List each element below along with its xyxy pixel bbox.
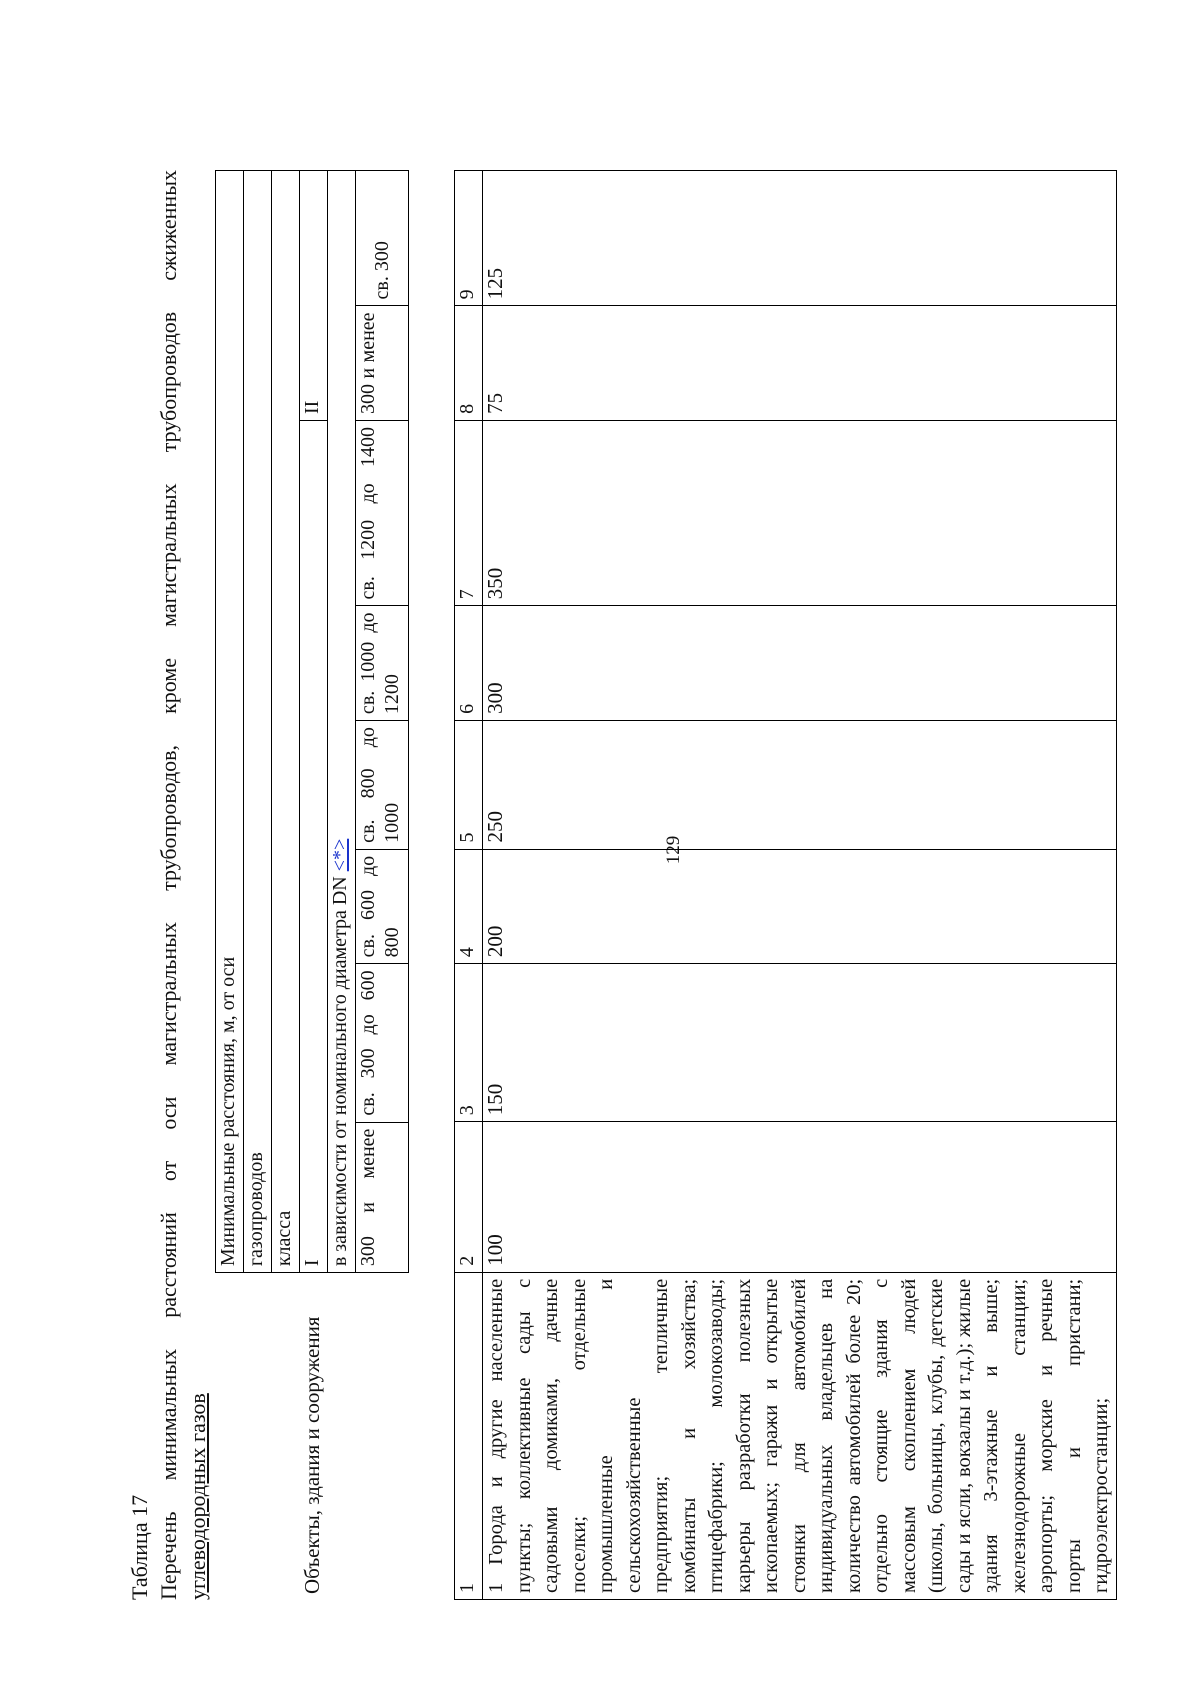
diameter-5: св. 1000 до 1200 (356, 606, 409, 721)
table-label: Таблица 17 (127, 1494, 152, 1600)
column-index: 6 (455, 606, 483, 721)
column-index: 5 (455, 720, 483, 849)
row-value: 150 (483, 964, 1117, 1122)
table-caption (125, 170, 212, 1600)
dn-footnote-link[interactable]: <*> (329, 838, 351, 872)
diameter-7: 300 и менее (356, 306, 409, 421)
rotated-page-content (125, 150, 1112, 1600)
diameter-8: св. 300 (356, 171, 409, 306)
row-value: 125 (483, 171, 1117, 306)
table-description-continued: углеводородных газов (185, 1393, 210, 1600)
objects-header: Объекты, здания и сооружения (216, 1273, 409, 1600)
row-value: 200 (483, 849, 1117, 964)
column-index: 1 (455, 1272, 483, 1599)
column-index: 7 (455, 420, 483, 605)
table-row (483, 171, 1117, 1600)
column-index: 4 (455, 849, 483, 964)
diameter-6: св. 1200 до 1400 (356, 421, 409, 606)
class-header: класса (272, 171, 300, 1273)
header-table (215, 170, 409, 1600)
diameter-1: 300 и менее (356, 1122, 409, 1273)
row-value: 350 (483, 420, 1117, 605)
dn-header-text: в зависимости от номинального диаметра DN (329, 871, 351, 1267)
column-index: 3 (455, 964, 483, 1122)
diameter-2: св. 300 до 600 (356, 964, 409, 1122)
row-value: 300 (483, 606, 1117, 721)
pipelines-header: газопроводов (244, 171, 272, 1273)
page-number: 129 (663, 835, 684, 865)
body-table (454, 170, 1117, 1600)
column-index-row (455, 171, 483, 1600)
class-2-header: II (300, 171, 328, 421)
row-value: 250 (483, 720, 1117, 849)
row-objects-text: 1 Города и другие населенные пункты; коллективные сады с садовыми домиками, дачные поселки; отдельные промышленные и сельскохозяйственные предприятия; тепличные комбинаты и хозяйства; птицефабрики; молокозаводы; карьеры разработки полезных ископаемых; гаражи и открытые стоянки для автомобилей индивидуальных владельцев на количество автомобилей более 20; отдельно стоящие здания с массовым скоплением людей (школы, больницы, клубы, детские сады и ясли, вокзалы и т.д.); жилые здания 3-этажные и выше; железнодорожные станции; аэропорты; морские и речные порты и пристани; гидроэлектростанции; (483, 1272, 1117, 1599)
row-value: 100 (483, 1122, 1117, 1273)
dn-header (328, 171, 356, 1273)
column-index: 9 (455, 171, 483, 306)
diameter-4: св. 800 до 1000 (356, 721, 409, 850)
table-description: Перечень минимальных расстояний от оси магистральных трубопроводов, кроме магистральных трубопроводов сжиженных (156, 170, 181, 1600)
column-index: 8 (455, 306, 483, 421)
column-index: 2 (455, 1122, 483, 1273)
diameter-3: св. 600 до 800 (356, 849, 409, 964)
row-value: 75 (483, 306, 1117, 421)
class-1-header: I (300, 421, 328, 1273)
min-distances-header: Минимальные расстояния, м, от оси (216, 171, 244, 1273)
